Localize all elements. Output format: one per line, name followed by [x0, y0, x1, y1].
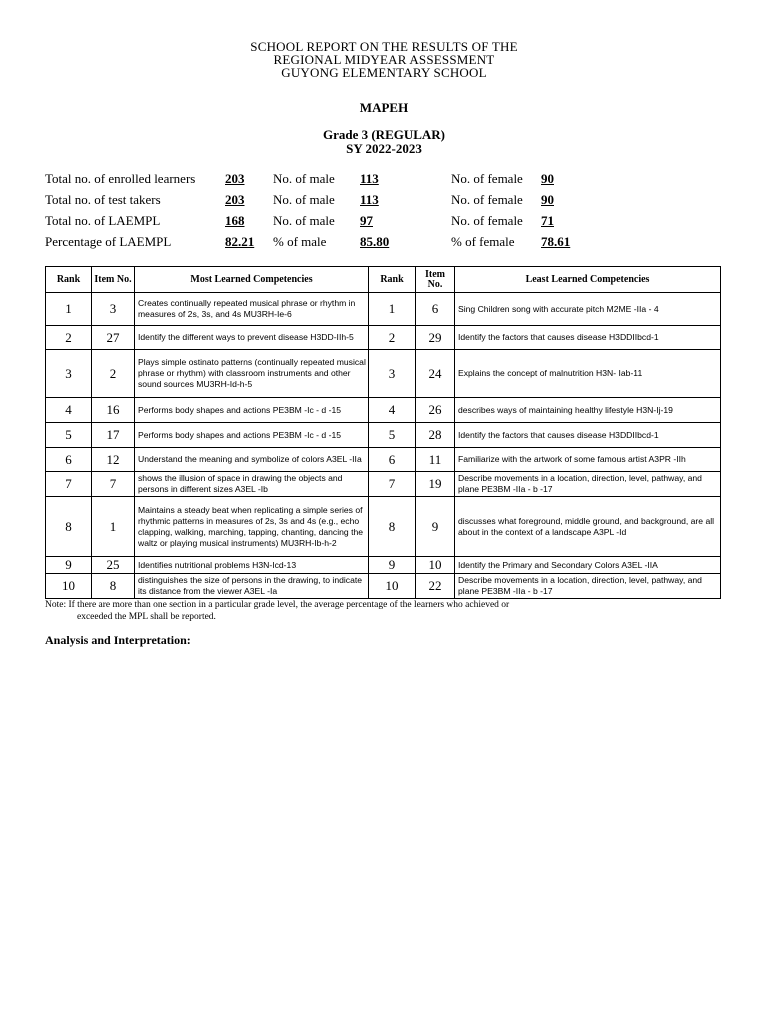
cell-least-learned: Identify the factors that causes disease H3DDIIbcd-1 — [455, 423, 721, 448]
cell-rank-2: 6 — [369, 448, 416, 472]
col-rank-2: Rank — [369, 267, 416, 293]
stat-label: Percentage of LAEMPL — [45, 234, 172, 249]
stat-female-label: No. of female — [451, 192, 523, 207]
stat-total: 82.21 — [225, 234, 255, 249]
stat-male-label: No. of male — [273, 171, 335, 186]
cell-rank-2: 10 — [369, 574, 416, 599]
cell-rank-2: 2 — [369, 326, 416, 350]
cell-item: 8 — [92, 574, 135, 599]
cell-item-2: 24 — [416, 350, 455, 398]
cell-item: 1 — [92, 497, 135, 557]
stat-male-label: No. of male — [273, 213, 335, 228]
cell-most-learned: shows the illusion of space in drawing the objects and persons in different sizes A3EL -Ib — [135, 472, 369, 497]
cell-most-learned: distinguishes the size of persons in the drawing, to indicate its distance from the viewer A3EL -Ia — [135, 574, 369, 599]
grade-block — [0, 128, 768, 156]
stat-male: 113 — [360, 192, 379, 207]
report-header — [0, 40, 768, 79]
stat-male-label: No. of male — [273, 192, 335, 207]
stat-label: Total no. of test takers — [45, 192, 161, 207]
col-rank: Rank — [46, 267, 92, 293]
cell-most-learned: Understand the meaning and symbolize of colors A3EL -IIa — [135, 448, 369, 472]
stat-male: 97 — [360, 213, 373, 228]
cell-rank: 10 — [46, 574, 92, 599]
stat-row — [45, 171, 605, 192]
cell-most-learned: Performs body shapes and actions PE3BM -Ic - d -15 — [135, 423, 369, 448]
stat-total: 168 — [225, 213, 245, 228]
cell-least-learned: Explains the concept of malnutrition H3N- Iab-11 — [455, 350, 721, 398]
stat-row — [45, 234, 605, 255]
cell-rank: 6 — [46, 448, 92, 472]
table-row — [46, 574, 721, 599]
stat-female: 71 — [541, 213, 554, 228]
cell-least-learned: discusses what foreground, middle ground, and background, are all about in the context of a landscape A3PL -Id — [455, 497, 721, 557]
cell-item: 25 — [92, 557, 135, 574]
stat-female-label: % of female — [451, 234, 515, 249]
cell-rank: 9 — [46, 557, 92, 574]
stat-label: Total no. of LAEMPL — [45, 213, 161, 228]
cell-item: 16 — [92, 398, 135, 423]
cell-rank: 7 — [46, 472, 92, 497]
header-line-2: REGIONAL MIDYEAR ASSESSMENT — [273, 52, 495, 67]
cell-rank-2: 8 — [369, 497, 416, 557]
cell-item: 7 — [92, 472, 135, 497]
cell-item: 2 — [92, 350, 135, 398]
cell-rank: 1 — [46, 293, 92, 326]
footnote — [45, 599, 725, 623]
cell-item-2: 28 — [416, 423, 455, 448]
header-line-3: GUYONG ELEMENTARY SCHOOL — [281, 65, 487, 80]
grade-label: Grade 3 (REGULAR) — [322, 127, 446, 142]
cell-least-learned: Familiarize with the artwork of some famous artist A3PR -IIh — [455, 448, 721, 472]
table-row — [46, 472, 721, 497]
cell-least-learned: Describe movements in a location, direction, level, pathway, and plane PE3BM -IIa - b -17 — [455, 574, 721, 599]
cell-least-learned: Identify the factors that causes disease H3DDIIbcd-1 — [455, 326, 721, 350]
stat-row — [45, 192, 605, 213]
cell-item: 17 — [92, 423, 135, 448]
cell-rank-2: 3 — [369, 350, 416, 398]
school-year: SY 2022-2023 — [346, 141, 422, 156]
cell-item-2: 26 — [416, 398, 455, 423]
stat-male: 85.80 — [360, 234, 390, 249]
col-least-learned: Least Learned Competencies — [455, 267, 721, 293]
cell-most-learned: Maintains a steady beat when replicating a simple series of rhythmic patterns in measures of 2s, 3s and 4s (e.g., echo clapping, walking, marching, tapping, chanting, dancing the waltz or playing musical instruments) MU3RH-Ib-h-2 — [135, 497, 369, 557]
cell-least-learned: Identify the Primary and Secondary Colors A3EL -IIA — [455, 557, 721, 574]
cell-item-2: 22 — [416, 574, 455, 599]
cell-most-learned: Performs body shapes and actions PE3BM -Ic - d -15 — [135, 398, 369, 423]
cell-rank: 2 — [46, 326, 92, 350]
stat-female: 90 — [541, 171, 554, 186]
stat-row — [45, 213, 605, 234]
cell-least-learned: Sing Children song with accurate pitch M2ME -IIa - 4 — [455, 293, 721, 326]
col-most-learned: Most Learned Competencies — [135, 267, 369, 293]
col-item-no: Item No. — [92, 267, 135, 293]
stat-label: Total no. of enrolled learners — [45, 171, 196, 186]
table-row — [46, 350, 721, 398]
cell-item-2: 10 — [416, 557, 455, 574]
cell-most-learned: Plays simple ostinato patterns (continually repeated musical phrase or rhythm) with classroom instruments and other sound sources MU3RH-Id-h-5 — [135, 350, 369, 398]
table-row — [46, 557, 721, 574]
analysis-heading: Analysis and Interpretation: — [45, 633, 191, 647]
table-header-row — [46, 267, 721, 293]
subject-title: MAPEH — [359, 100, 409, 115]
stat-male-label: % of male — [273, 234, 327, 249]
stat-female-label: No. of female — [451, 213, 523, 228]
cell-item: 27 — [92, 326, 135, 350]
stat-female: 90 — [541, 192, 554, 207]
cell-rank: 8 — [46, 497, 92, 557]
stat-female-label: No. of female — [451, 171, 523, 186]
cell-most-learned: Identifies nutritional problems H3N-Icd-13 — [135, 557, 369, 574]
footnote-line-1: Note: If there are more than one section in a particular grade level, the average percentage of the learners who achieved or — [45, 600, 510, 610]
stat-total: 203 — [225, 192, 245, 207]
enrollment-stats — [45, 171, 605, 255]
table-row — [46, 326, 721, 350]
cell-least-learned: describes ways of maintaining healthy lifestyle H3N-Ij-19 — [455, 398, 721, 423]
table-row — [46, 293, 721, 326]
competencies-table — [45, 266, 721, 599]
table-row — [46, 448, 721, 472]
cell-rank: 4 — [46, 398, 92, 423]
cell-item-2: 9 — [416, 497, 455, 557]
cell-item-2: 11 — [416, 448, 455, 472]
cell-rank: 3 — [46, 350, 92, 398]
cell-least-learned: Describe movements in a location, direction, level, pathway, and plane PE3BM -IIa - b -17 — [455, 472, 721, 497]
table-row — [46, 497, 721, 557]
cell-item: 12 — [92, 448, 135, 472]
stat-female: 78.61 — [541, 234, 571, 249]
cell-most-learned: Identify the different ways to prevent disease H3DD-IIh-5 — [135, 326, 369, 350]
cell-item-2: 29 — [416, 326, 455, 350]
cell-rank-2: 7 — [369, 472, 416, 497]
table-row — [46, 423, 721, 448]
table-row — [46, 398, 721, 423]
cell-rank-2: 1 — [369, 293, 416, 326]
stat-male: 113 — [360, 171, 379, 186]
cell-most-learned: Creates continually repeated musical phrase or rhythm in measures of 2s, 3s, and 4s MU3RH-Ie-6 — [135, 293, 369, 326]
footnote-line-2: exceeded the MPL shall be reported. — [77, 612, 216, 622]
cell-rank-2: 9 — [369, 557, 416, 574]
cell-rank: 5 — [46, 423, 92, 448]
cell-item-2: 6 — [416, 293, 455, 326]
cell-item: 3 — [92, 293, 135, 326]
cell-item-2: 19 — [416, 472, 455, 497]
stat-total: 203 — [225, 171, 245, 186]
header-line-1: SCHOOL REPORT ON THE RESULTS OF THE — [250, 39, 518, 54]
cell-rank-2: 5 — [369, 423, 416, 448]
col-item-no-2: Item No. — [416, 267, 455, 293]
cell-rank-2: 4 — [369, 398, 416, 423]
